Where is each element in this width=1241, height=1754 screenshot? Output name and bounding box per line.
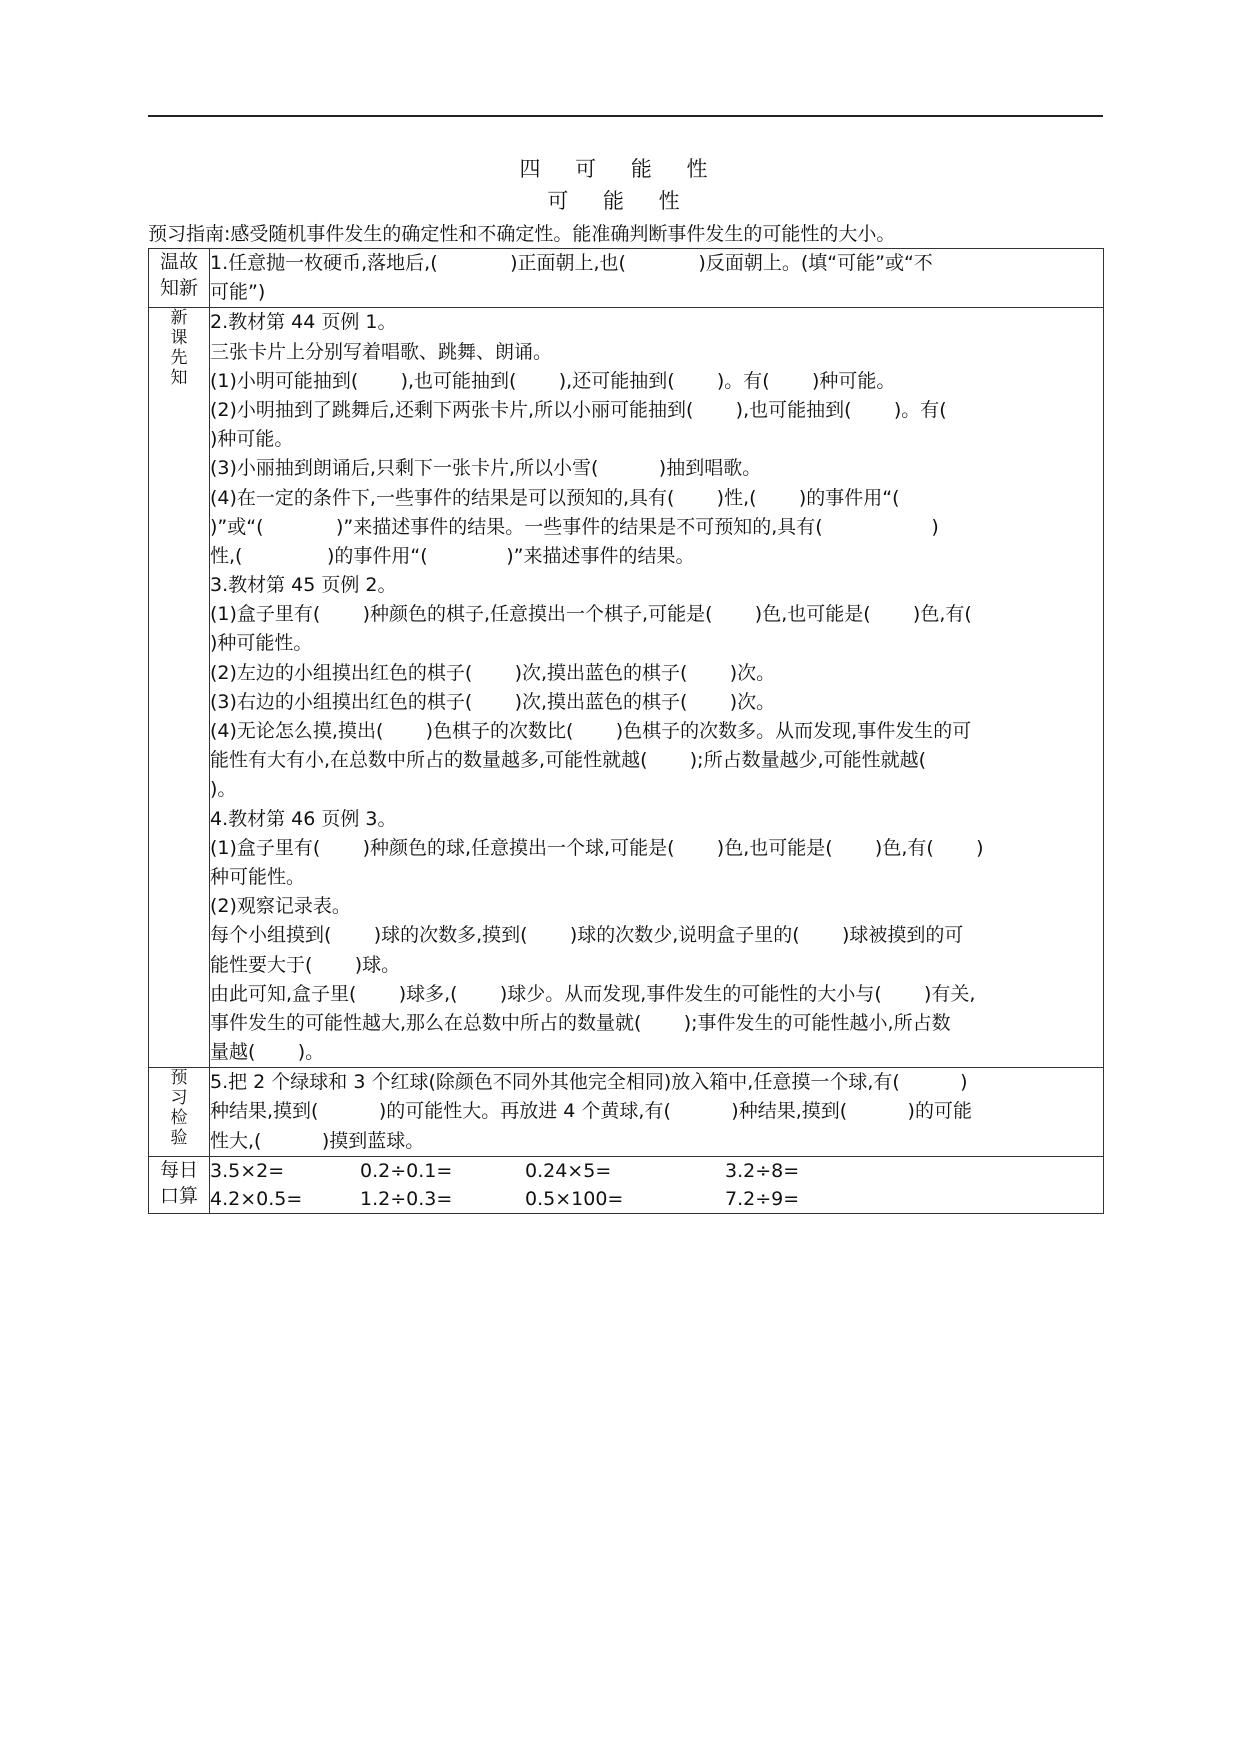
text-line: (2)观察记录表。 (210, 895, 351, 918)
text-line: 能性有大有小,在总数中所占的数量越多,可能性就越( );所占数量越少,可能性就越( (210, 749, 927, 772)
text-line: )。 (210, 778, 237, 801)
text-line: 量越( )。 (210, 1041, 325, 1064)
section-label: 温故 知新 (149, 249, 210, 308)
top-rule (148, 115, 1103, 117)
text-line: (4)在一定的条件下,一些事件的结果是可以预知的,具有( )性,( )的事件用“( (210, 486, 900, 509)
text-line: 种可能性。 (210, 865, 306, 888)
calc-row (210, 1157, 1103, 1185)
study-guide: 预习指南:感受随机事件发生的确定性和不确定性。能准确判断事件发生的可能性的大小。 (148, 223, 896, 245)
calc-item: 3.2÷8= (725, 1159, 800, 1182)
calc-grid (210, 1156, 1104, 1213)
page-title: 四 可 能 性 (519, 157, 722, 181)
preview-check-section (149, 1068, 1104, 1157)
text-line: (1)盒子里有( )种颜色的棋子,任意摸出一个棋子,可能是( )色,也可能是( )色,有( (210, 603, 972, 626)
text-line: 种结果,摸到( )的可能性大。再放进 4 个黄球,有( )种结果,摸到( )的可能 (210, 1100, 972, 1123)
text-line: 4.教材第 46 页例 3。 (210, 807, 397, 830)
section-label: 预 习 检 验 (149, 1068, 210, 1157)
calc-item: 0.24×5= (525, 1159, 612, 1182)
daily-calc-section (149, 1156, 1104, 1213)
section-content (210, 308, 1104, 1068)
calc-item: 0.2÷0.1= (360, 1159, 453, 1182)
section-content (210, 249, 1104, 308)
text-line: 由此可知,盒子里( )球多,( )球少。从而发现,事件发生的可能性的大小与( )有关, (210, 982, 976, 1005)
text-line: 5.把 2 个绿球和 3 个红球(除颜色不同外其他完全相同)放入箱中,任意摸一个球,有( ) (210, 1071, 968, 1094)
worksheet-table (148, 248, 1104, 1214)
calc-item: 3.5×2= (210, 1159, 285, 1182)
text-line: 能性要大于( )球。 (210, 953, 401, 976)
calc-item: 1.2÷0.3= (360, 1187, 453, 1210)
text-line: (3)小丽抽到朗诵后,只剩下一张卡片,所以小雪( )抽到唱歌。 (210, 457, 762, 480)
review-section (149, 249, 1104, 308)
text-line: 可能”) (210, 281, 266, 304)
text-line: (2)小明抽到了跳舞后,还剩下两张卡片,所以小丽可能抽到( ),也可能抽到( )。有( (210, 398, 947, 421)
text-line: )”或“( )”来描述事件的结果。一些事件的结果是不可预知的,具有( ) (210, 515, 939, 538)
text-line: 1.任意抛一枚硬币,落地后,( )正面朝上,也( )反面朝上。(填“可能”或“不 (210, 252, 933, 274)
page-subtitle: 可 能 性 (547, 189, 694, 213)
text-line: (1)小明可能抽到( ),也可能抽到( ),还可能抽到( )。有( )种可能。 (210, 369, 896, 392)
new-lesson-section (149, 308, 1104, 1068)
text-line: 3.教材第 45 页例 2。 (210, 574, 397, 597)
calc-row (210, 1185, 1103, 1213)
text-line: 2.教材第 44 页例 1。 (210, 311, 397, 334)
text-line: 性大,( )摸到蓝球。 (210, 1129, 425, 1152)
calc-item: 0.5×100= (525, 1187, 624, 1210)
text-line: 三张卡片上分别写着唱歌、跳舞、朗诵。 (210, 340, 553, 363)
text-line: 事件发生的可能性越大,那么在总数中所占的数量就( );事件发生的可能性越小,所占数 (210, 1011, 951, 1034)
section-content (210, 1068, 1104, 1157)
calc-item: 7.2÷9= (725, 1187, 800, 1210)
text-line: (4)无论怎么摸,摸出( )色棋子的次数比( )色棋子的次数多。从而发现,事件发生的可 (210, 720, 972, 742)
text-line: (2)左边的小组摸出红色的棋子( )次,摸出蓝色的棋子( )次。 (210, 661, 776, 684)
section-label: 每日 口算 (149, 1156, 210, 1213)
calc-item: 4.2×0.5= (210, 1187, 303, 1210)
text-line: )种可能性。 (210, 632, 313, 655)
section-label: 新 课 先 知 (149, 308, 210, 1068)
text-line: 每个小组摸到( )球的次数多,摸到( )球的次数少,说明盒子里的( )球被摸到的可 (210, 924, 964, 947)
text-line: (3)右边的小组摸出红色的棋子( )次,摸出蓝色的棋子( )次。 (210, 690, 776, 713)
text-line: 性,( )的事件用“( )”来描述事件的结果。 (210, 544, 695, 567)
text-line: (1)盒子里有( )种颜色的球,任意摸出一个球,可能是( )色,也可能是( )色,有( ) (210, 836, 984, 859)
text-line: )种可能。 (210, 428, 294, 451)
